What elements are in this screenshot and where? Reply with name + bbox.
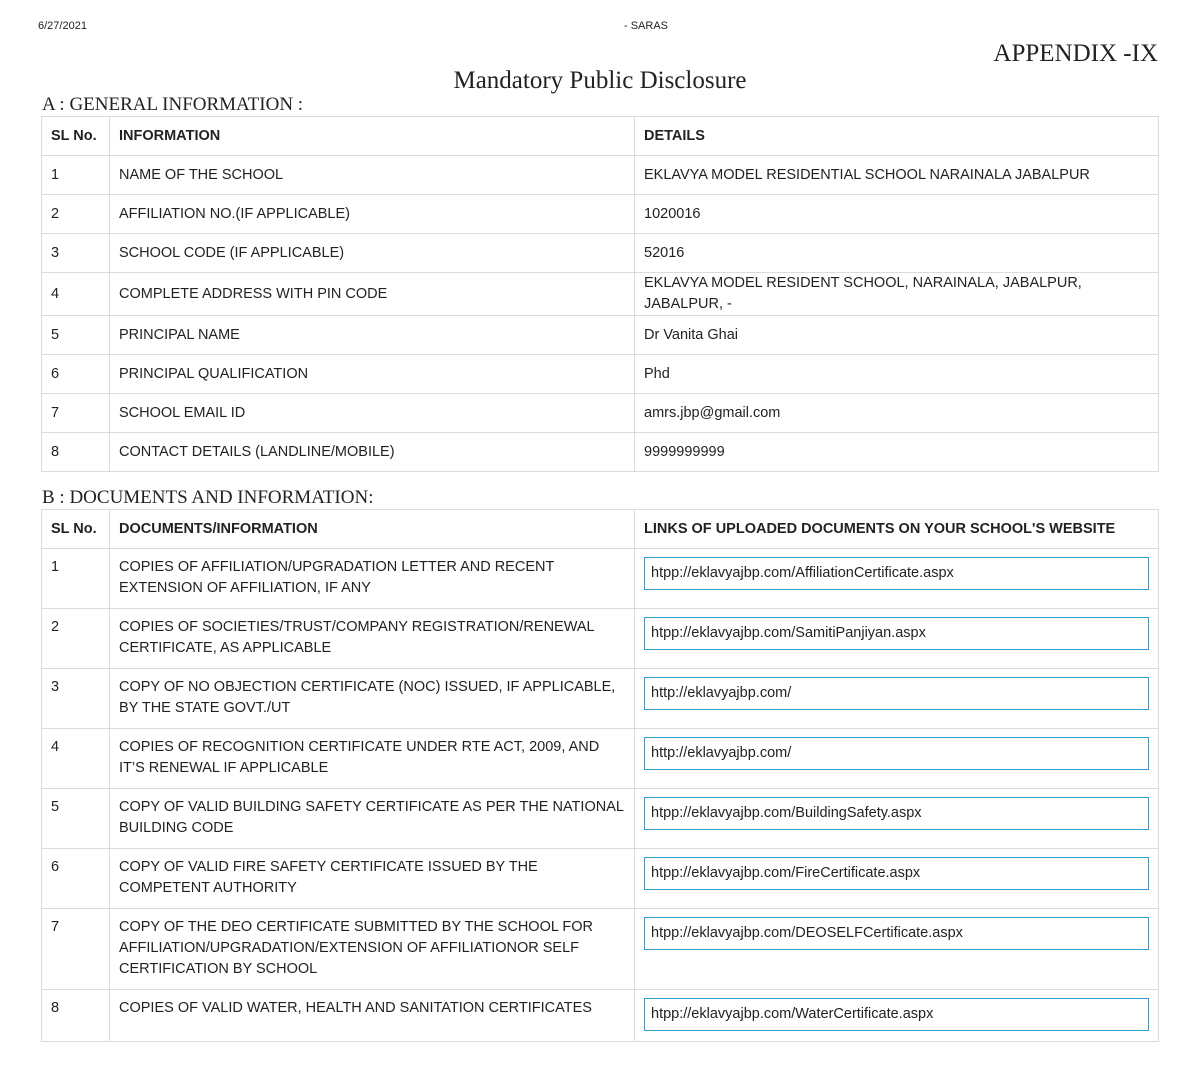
documents-table <box>41 509 1159 1042</box>
sl-cell: 2 <box>42 195 110 234</box>
document-link-field[interactable]: htpp://eklavyajbp.com/WaterCertificate.aspx <box>644 998 1149 1031</box>
information-cell: SCHOOL CODE (IF APPLICABLE) <box>110 234 635 273</box>
information-cell: COMPLETE ADDRESS WITH PIN CODE <box>110 273 635 316</box>
document-link-field[interactable]: htpp://eklavyajbp.com/BuildingSafety.aspx <box>644 797 1149 830</box>
link-cell <box>635 729 1159 789</box>
document-cell: COPY OF NO OBJECTION CERTIFICATE (NOC) ISSUED, IF APPLICABLE, BY THE STATE GOVT./UT <box>110 669 635 729</box>
details-cell: EKLAVYA MODEL RESIDENTIAL SCHOOL NARAINALA JABALPUR <box>635 156 1159 195</box>
document-cell: COPIES OF VALID WATER, HEALTH AND SANITATION CERTIFICATES <box>110 990 635 1042</box>
sl-cell: 7 <box>42 909 110 990</box>
document-cell: COPIES OF SOCIETIES/TRUST/COMPANY REGISTRATION/RENEWAL CERTIFICATE, AS APPLICABLE <box>110 609 635 669</box>
information-cell: AFFILIATION NO.(IF APPLICABLE) <box>110 195 635 234</box>
link-cell <box>635 849 1159 909</box>
sl-cell: 8 <box>42 433 110 472</box>
details-cell: 1020016 <box>635 195 1159 234</box>
details-cell: EKLAVYA MODEL RESIDENT SCHOOL, NARAINALA, JABALPUR, JABALPUR, - <box>635 273 1159 316</box>
link-cell <box>635 990 1159 1042</box>
sl-cell: 2 <box>42 609 110 669</box>
information-cell: PRINCIPAL QUALIFICATION <box>110 355 635 394</box>
column-header-sl: SL No. <box>42 117 110 156</box>
link-cell <box>635 909 1159 990</box>
details-cell: Phd <box>635 355 1159 394</box>
link-cell <box>635 549 1159 609</box>
document-link-field[interactable]: htpp://eklavyajbp.com/DEOSELFCertificate.aspx <box>644 917 1149 950</box>
section-b-heading: B : DOCUMENTS AND INFORMATION: <box>42 487 374 508</box>
sl-cell: 1 <box>42 549 110 609</box>
document-cell: COPY OF THE DEO CERTIFICATE SUBMITTED BY THE SCHOOL FOR AFFILIATION/UPGRADATION/EXTENSION OF AFFILIATIONOR SELF CERTIFICATION BY SCHOOL <box>110 909 635 990</box>
table-row <box>42 355 1159 394</box>
section-a-heading: A : GENERAL INFORMATION : <box>42 94 304 115</box>
link-cell <box>635 669 1159 729</box>
sl-cell: 1 <box>42 156 110 195</box>
column-header-details: DETAILS <box>635 117 1159 156</box>
table-row <box>42 156 1159 195</box>
table-row <box>42 669 1159 729</box>
details-cell: 52016 <box>635 234 1159 273</box>
sl-cell: 3 <box>42 669 110 729</box>
table-row <box>42 234 1159 273</box>
table-row <box>42 394 1159 433</box>
sl-cell: 8 <box>42 990 110 1042</box>
table-row <box>42 789 1159 849</box>
information-cell: NAME OF THE SCHOOL <box>110 156 635 195</box>
document-link-field[interactable]: htpp://eklavyajbp.com/AffiliationCertificate.aspx <box>644 557 1149 590</box>
table-row <box>42 549 1159 609</box>
document-cell: COPY OF VALID BUILDING SAFETY CERTIFICATE AS PER THE NATIONAL BUILDING CODE <box>110 789 635 849</box>
appendix-label: APPENDIX -IX <box>993 40 1158 67</box>
column-header-documents: DOCUMENTS/INFORMATION <box>110 510 635 549</box>
document-cell: COPIES OF RECOGNITION CERTIFICATE UNDER RTE ACT, 2009, AND IT’S RENEWAL IF APPLICABLE <box>110 729 635 789</box>
details-cell: Dr Vanita Ghai <box>635 316 1159 355</box>
table-row <box>42 849 1159 909</box>
sl-cell: 6 <box>42 849 110 909</box>
document-cell: COPIES OF AFFILIATION/UPGRADATION LETTER AND RECENT EXTENSION OF AFFILIATION, IF ANY <box>110 549 635 609</box>
site-title: - SARAS <box>624 20 669 32</box>
details-cell: amrs.jbp@gmail.com <box>635 394 1159 433</box>
column-header-links: LINKS OF UPLOADED DOCUMENTS ON YOUR SCHOOL'S WEBSITE <box>635 510 1159 549</box>
information-cell: PRINCIPAL NAME <box>110 316 635 355</box>
table-row <box>42 195 1159 234</box>
sl-cell: 6 <box>42 355 110 394</box>
column-header-sl: SL No. <box>42 510 110 549</box>
table-row <box>42 909 1159 990</box>
table-row <box>42 729 1159 789</box>
table-row <box>42 316 1159 355</box>
link-cell <box>635 789 1159 849</box>
sl-cell: 3 <box>42 234 110 273</box>
table-row <box>42 609 1159 669</box>
table-header-row <box>42 117 1159 156</box>
sl-cell: 5 <box>42 789 110 849</box>
table-row <box>42 273 1159 316</box>
print-date: 6/27/2021 <box>38 20 87 32</box>
document-link-field[interactable]: htpp://eklavyajbp.com/FireCertificate.aspx <box>644 857 1149 890</box>
document-link-field[interactable]: htpp://eklavyajbp.com/SamitiPanjiyan.aspx <box>644 617 1149 650</box>
table-row <box>42 433 1159 472</box>
sl-cell: 7 <box>42 394 110 433</box>
sl-cell: 5 <box>42 316 110 355</box>
table-header-row <box>42 510 1159 549</box>
link-cell <box>635 609 1159 669</box>
document-link-field[interactable]: http://eklavyajbp.com/ <box>644 737 1149 770</box>
document-cell: COPY OF VALID FIRE SAFETY CERTIFICATE ISSUED BY THE COMPETENT AUTHORITY <box>110 849 635 909</box>
column-header-information: INFORMATION <box>110 117 635 156</box>
page-title: Mandatory Public Disclosure <box>453 67 747 94</box>
document-link-field[interactable]: http://eklavyajbp.com/ <box>644 677 1149 710</box>
information-cell: CONTACT DETAILS (LANDLINE/MOBILE) <box>110 433 635 472</box>
sl-cell: 4 <box>42 273 110 316</box>
sl-cell: 4 <box>42 729 110 789</box>
table-row <box>42 990 1159 1042</box>
general-information-table <box>41 116 1159 472</box>
details-cell: 9999999999 <box>635 433 1159 472</box>
information-cell: SCHOOL EMAIL ID <box>110 394 635 433</box>
